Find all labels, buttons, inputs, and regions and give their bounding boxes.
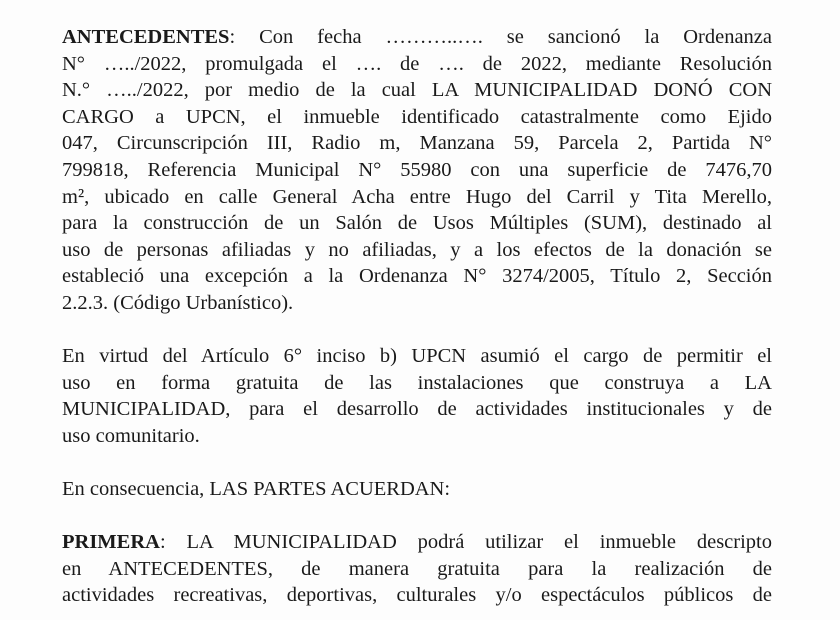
primera-line-1 (62, 529, 772, 556)
antecedentes-line: uso de personas afiliadas y no afiliadas, y a los efectos de la donación se (62, 238, 772, 261)
antecedentes-line: 799818, Referencia Municipal N° 55980 con una superficie de 7476,70 (62, 158, 772, 181)
primera-heading: PRIMERA (62, 531, 160, 554)
articulo6-line: En virtud del Artículo 6° inciso b) UPCN asumió el cargo de permitir el (62, 345, 772, 368)
antecedentes-line: estableció una excepción a la Ordenanza N° 3274/2005, Título 2, Sección (62, 265, 772, 288)
articulo6-line: MUNICIPALIDAD, para el desarrollo de actividades institucionales y de (62, 398, 772, 421)
antecedentes-line: CARGO a UPCN, el inmueble identificado catastralmente como Ejido (62, 105, 772, 128)
antecedentes-line: para la construcción de un Salón de Usos Múltiples (SUM), destinado al (62, 212, 772, 235)
antecedentes-line: 2.2.3. (Código Urbanístico). (62, 291, 294, 314)
antecedentes-line-1 (62, 24, 772, 51)
antecedentes-line-1-text: : Con fecha ………..…. se sancionó la Ordenanza (229, 26, 772, 48)
primera-line: actividades recreativas, deportivas, culturales y/o espectáculos públicos de (62, 584, 772, 607)
paragraph-gap (62, 317, 772, 344)
primera-line: en ANTECEDENTES, de manera gratuita para la realización de (62, 557, 772, 580)
antecedentes-line: N° …../2022, promulgada el …. de …. de 2022, mediante Resolución (62, 52, 772, 75)
articulo6-line: uso comunitario. (62, 424, 200, 447)
paragraph-gap (62, 450, 772, 477)
articulo6-line: uso en forma gratuita de las instalaciones que construya a LA (62, 371, 772, 394)
primera-line-1-text: : LA MUNICIPALIDAD podrá utilizar el inmueble descripto (159, 531, 772, 554)
antecedentes-heading: ANTECEDENTES (62, 26, 230, 48)
document-body (62, 24, 772, 609)
antecedentes-line: 047, Circunscripción III, Radio m, Manzana 59, Parcela 2, Partida N° (62, 132, 772, 155)
paragraph-gap (62, 503, 772, 530)
antecedentes-line: m², ubicado en calle General Acha entre Hugo del Carril y Tita Merello, (62, 185, 772, 208)
consecuencia-line: En consecuencia, LAS PARTES ACUERDAN: (62, 478, 451, 501)
antecedentes-line: N.° …../2022, por medio de la cual LA MUNICIPALIDAD DONÓ CON (62, 79, 772, 102)
